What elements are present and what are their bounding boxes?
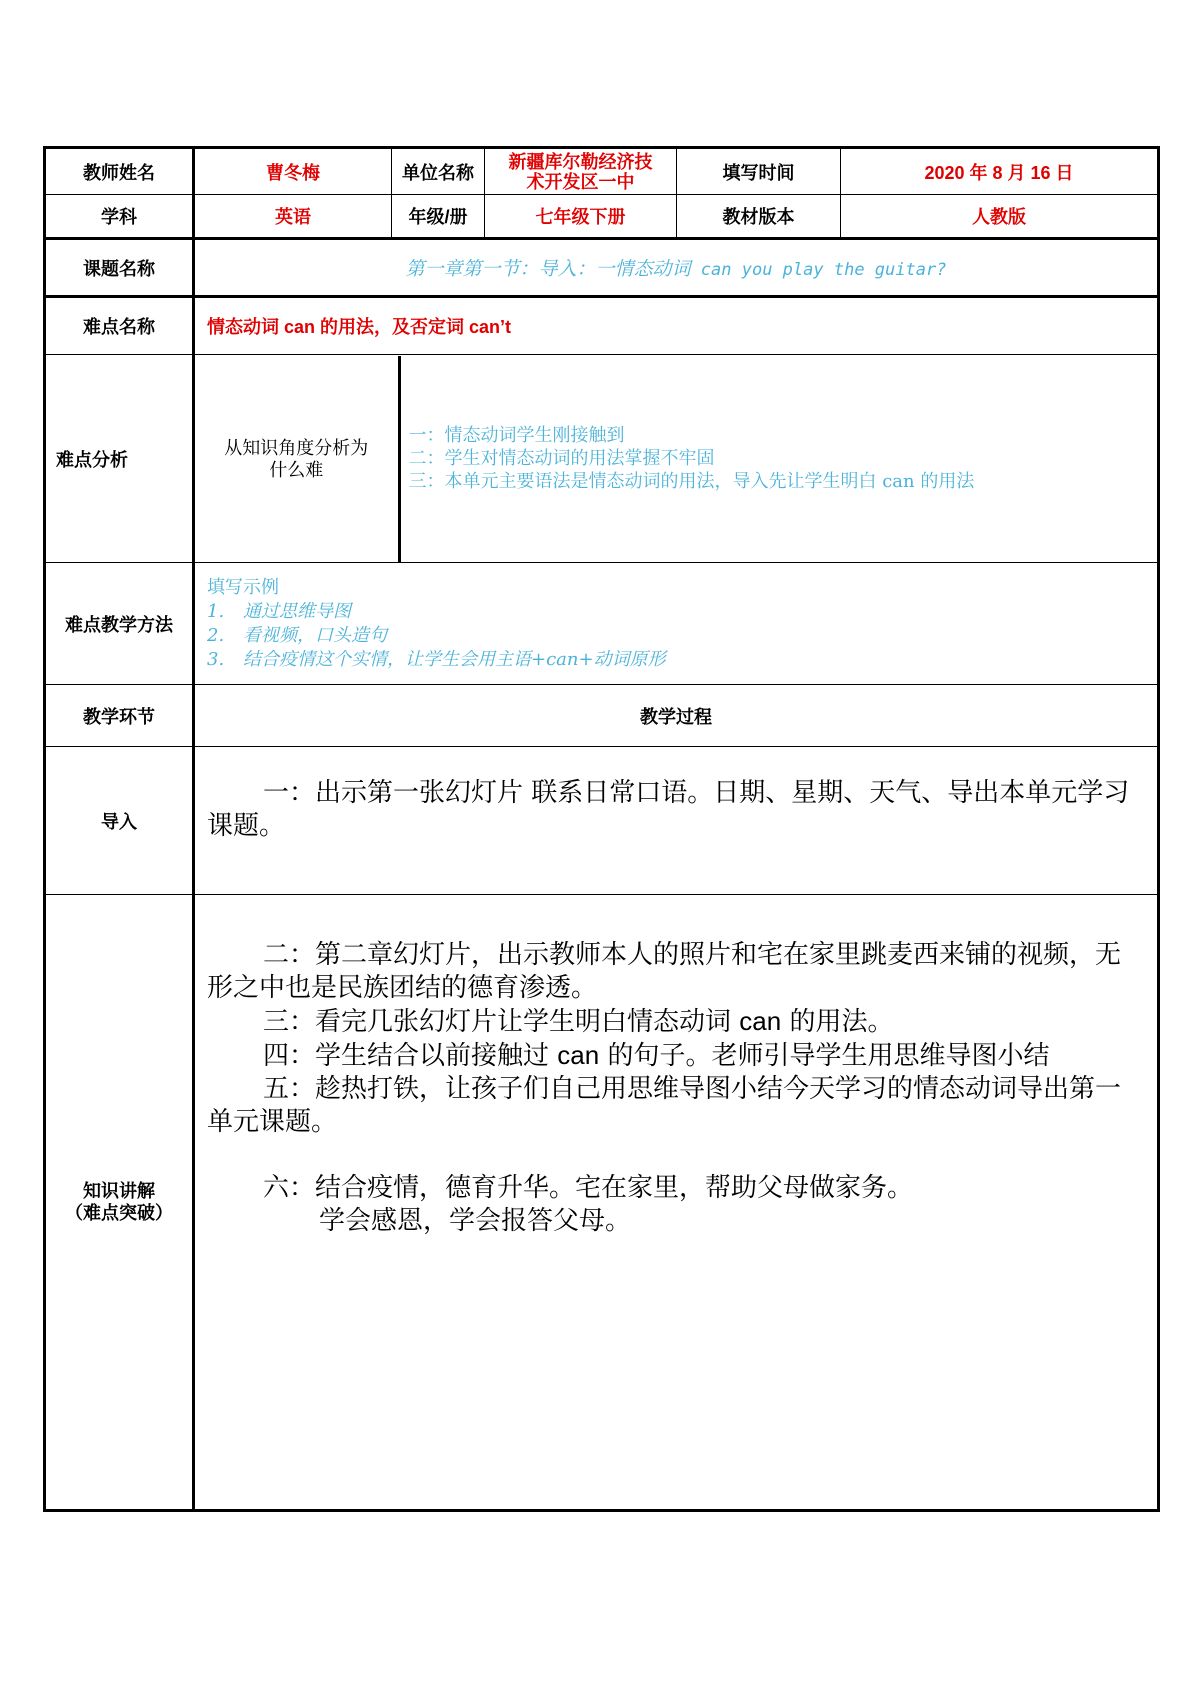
method-item [207,600,1157,624]
lesson-plan-table [43,146,1160,1512]
knowledge-label [45,895,194,1511]
unit-name [485,148,677,195]
method-item-num: 3. [207,648,225,670]
teacher-label: 教师姓名 [45,148,194,195]
info-row-2 [45,195,1159,239]
knowledge-keyword: can [557,1040,600,1070]
knowledge-text: 的句子。老师引导学生用思维导图小结 [599,1041,1050,1071]
method-item-text: 看视频，口头造句 [243,624,387,646]
method-item-num: 2. [207,624,225,646]
analysis-sub-label-line2: 什么难 [269,459,324,480]
method-item-text: 结合疫情这个实情，让学生会用主语+can+动词原形 [243,648,666,670]
knowledge-paragraph: 学会感恩，学会报答父母。 [319,1206,632,1236]
knowledge-paragraph [207,1039,1145,1073]
method-row [45,563,1159,685]
analysis-content [194,355,1159,563]
unit-name-line2: 术开发区一中 [526,171,635,192]
analysis-item: 一：情态动词学生刚接触到 [408,425,625,446]
knowledge-paragraph: 五：趁热打铁，让孩子们自己用思维导图小结今天学习的情态动词导出第一单元课题。 [207,1074,1122,1137]
date-value: 2020 年 8 月 16 日 [841,148,1159,195]
analysis-sub-label-line1: 从知识角度分析为 [224,437,369,458]
method-heading: 填写示例 [207,576,279,598]
intro-label: 导入 [45,747,194,895]
difficulty-value: 情态动词 can 的用法，及否定词 can’t [194,297,1159,355]
analysis-label: 难点分析 [45,355,194,563]
knowledge-text: 三：看完几张幻灯片让学生明白情态动词 [263,1007,740,1037]
analysis-sub-label [195,356,399,562]
analysis-inner-table [195,356,1157,562]
method-content [194,563,1159,685]
knowledge-row [45,895,1159,1511]
method-item [207,648,1157,672]
process-label: 教学过程 [194,685,1159,747]
intro-row [45,747,1159,895]
method-label: 难点教学方法 [45,563,194,685]
unit-label: 单位名称 [392,148,485,195]
process-header-row [45,685,1159,747]
difficulty-row [45,297,1159,355]
method-item [207,624,1157,648]
knowledge-text: 的用法。 [781,1007,894,1037]
intro-text: 一：出示第一张幻灯片 联系日常口语。日期、星期、天气、导出本单元学习课题。 [207,778,1130,841]
knowledge-paragraph [207,1005,1145,1039]
analysis-item: 三：本单元主要语法是情态动词的用法，导入先让学生明白 can 的用法 [408,471,975,492]
knowledge-paragraph: 二：第二章幻灯片，出示教师本人的照片和宅在家里跳麦西来铺的视频，无形之中也是民族团结的德育渗透。 [207,940,1122,1003]
topic-value [194,239,1159,297]
knowledge-keyword: can [739,1006,782,1036]
analysis-row [45,355,1159,563]
topic-row [45,239,1159,297]
topic-value-cn: 第一章第一节：导入：一情态动词 [405,258,691,280]
difficulty-label: 难点名称 [45,297,194,355]
knowledge-spacer [207,1139,1145,1172]
subject-label: 学科 [45,195,194,239]
intro-content [194,747,1159,895]
subject-value: 英语 [194,195,392,239]
knowledge-label-line2: （难点突破） [65,1203,173,1223]
process-step-label: 教学环节 [45,685,194,747]
date-label: 填写时间 [677,148,841,195]
unit-name-line1: 新疆库尔勒经济技 [508,151,653,172]
topic-value-en: can you play the guitar? [690,260,947,280]
knowledge-label-line1: 知识讲解 [83,1181,155,1201]
info-row-1 [45,148,1159,195]
knowledge-paragraph: 六：结合疫情，德育升华。宅在家里，帮助父母做家务。 [263,1173,914,1203]
knowledge-content [194,895,1159,1511]
grade-value: 七年级下册 [485,195,677,239]
edition-value: 人教版 [841,195,1159,239]
method-item-text: 通过思维导图 [243,600,351,622]
teacher-name: 曹冬梅 [194,148,392,195]
knowledge-text: 四：学生结合以前接触过 [263,1041,558,1071]
analysis-list [399,356,1157,562]
grade-label: 年级/册 [392,195,485,239]
topic-label: 课题名称 [45,239,194,297]
analysis-item: 二：学生对情态动词的用法掌握不牢固 [408,448,715,469]
method-item-num: 1. [207,600,225,622]
edition-label: 教材版本 [677,195,841,239]
